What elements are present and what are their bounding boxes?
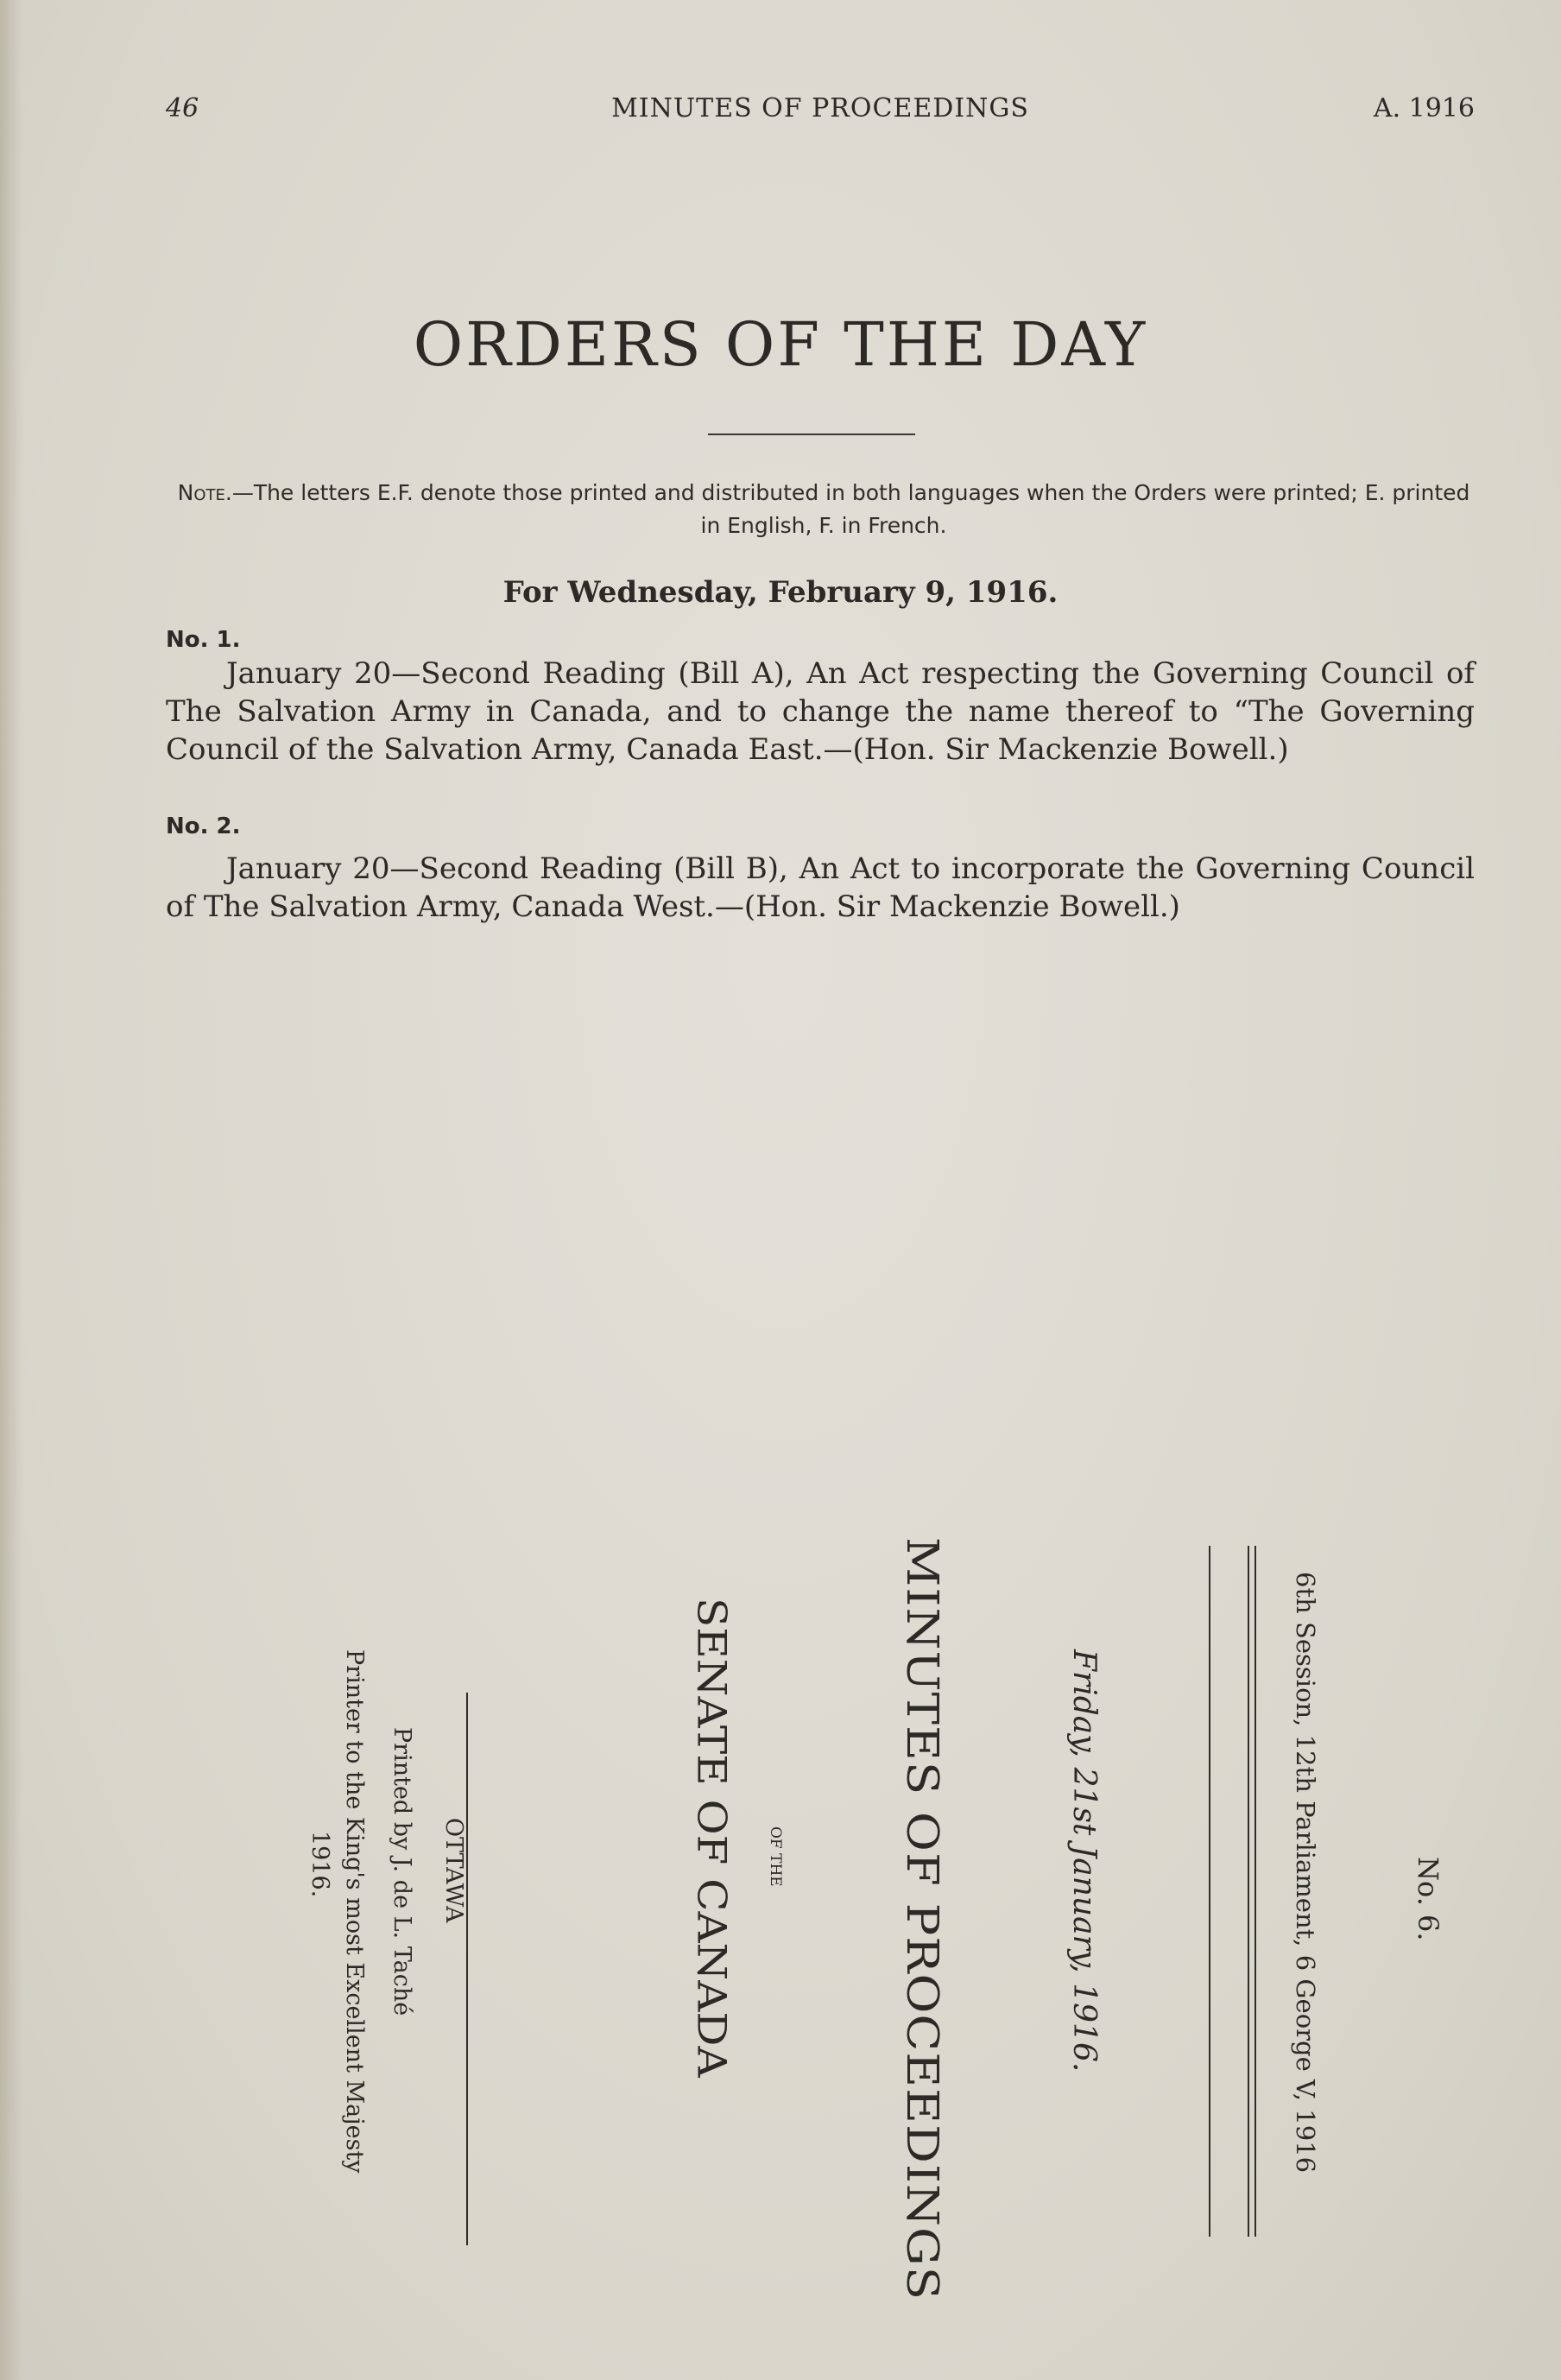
cover-printer-title: Printer to the King's most Excellent Majesty — [341, 1649, 368, 2174]
item-text-2: January 20—Second Reading (Bill B), An Act to incorporate the Governing Council of The Salvation Army, Canada West.—(Hon. Sir Mackenzie Bowell.) — [166, 851, 1475, 924]
item-number-2: No. 2. — [166, 813, 241, 839]
year-mark: A. 1916 — [1373, 93, 1475, 123]
note-paragraph — [173, 477, 1475, 542]
cover-of-the: OF THE — [767, 1826, 784, 1887]
cover-place: OTTAWA — [440, 1818, 467, 1923]
title-divider — [708, 434, 915, 435]
cover-session: 6th Session, 12th Parliament, 6 George V, 1916 — [1291, 1572, 1320, 2174]
cover-printed-by: Printed by J. de L. Taché — [389, 1727, 415, 2016]
cover-body-name: SENATE OF CANADA — [688, 1598, 735, 2078]
running-title: MINUTES OF PROCEEDINGS — [611, 93, 1029, 123]
note-text: —The letters E.F. denote those printed and distributed in both languages when the Orders were printed; E. printed in English, F. in French. — [231, 480, 1470, 538]
cover-heading: MINUTES OF PROCEEDINGS — [896, 1537, 947, 2301]
running-header — [166, 93, 1475, 131]
cover-block — [155, 1537, 1520, 2301]
item-text-1: January 20—Second Reading (Bill A), An Act respecting the Governing Council of The Salvation Army in Canada, and to change the name thereof to “The Governing Council of the Salvation Army, Canada East.—(Hon. Sir Mackenzie Bowell.) — [166, 656, 1475, 767]
cover-date: Friday, 21st January, 1916. — [1066, 1649, 1102, 2073]
cover-rule — [1209, 1546, 1210, 2237]
date-heading: For Wednesday, February 9, 1916. — [502, 575, 1059, 610]
cover-number: No. 6. — [1412, 1857, 1444, 1941]
cover-double-rule — [1248, 1546, 1256, 2237]
page-number: 46 — [166, 93, 199, 123]
item-number-1: No. 1. — [166, 627, 241, 653]
page-title: ORDERS OF THE DAY — [413, 309, 1148, 380]
note-label: Note. — [177, 480, 232, 505]
cover-year: 1916. — [307, 1831, 333, 1898]
